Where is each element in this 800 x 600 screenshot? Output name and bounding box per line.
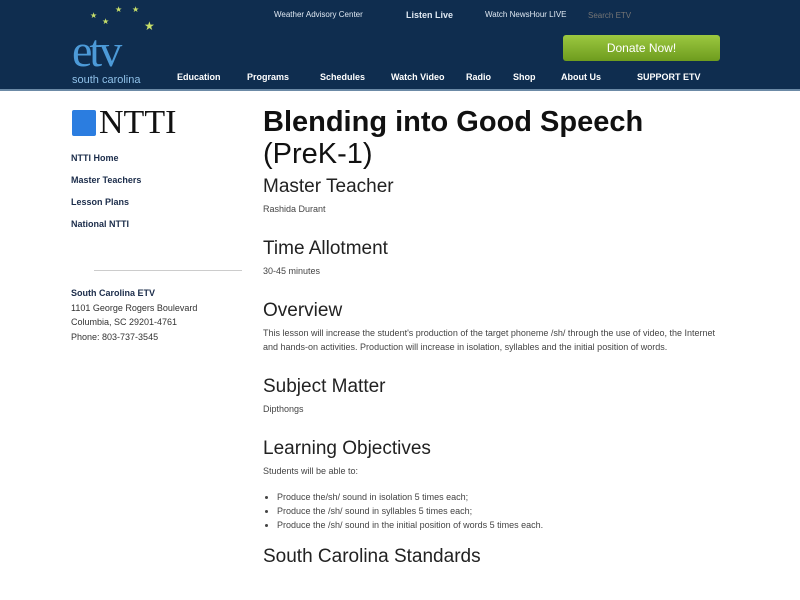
section-heading: Time Allotment (263, 238, 388, 259)
nav-about-us[interactable]: About Us (561, 72, 601, 82)
list-item: • Produce the /sh/ sound in syllables 5 times each; (277, 504, 723, 518)
donate-button[interactable]: Donate Now! (563, 35, 720, 61)
section-heading: Learning Objectives (263, 438, 431, 459)
sidebar-national-ntti[interactable]: National NTTI (71, 219, 129, 229)
address-block: South Carolina ETV 1101 George Rogers Boulevard Columbia, SC 29201-4761 Phone: 803-737-3545 (71, 288, 198, 342)
divider (94, 270, 242, 271)
list-item: • Produce the/sh/ sound in isolation 5 times each; (277, 490, 723, 504)
search-input[interactable] (588, 8, 708, 22)
sidebar-lesson-plans[interactable]: Lesson Plans (71, 197, 130, 207)
ntti-logo[interactable]: NTTI (72, 106, 176, 140)
listen-live-link[interactable]: Listen Live (406, 10, 454, 20)
nav-support-etv[interactable]: SUPPORT ETV (637, 72, 701, 82)
objectives-list (277, 490, 723, 532)
section-heading: Subject Matter (263, 376, 386, 397)
star-icon: ★ (90, 11, 98, 20)
newshour-link[interactable]: Watch NewsHour LIVE (485, 10, 567, 19)
section-heading: Overview (263, 300, 343, 321)
logo-text: etv (72, 25, 120, 76)
sidebar-master-teachers[interactable]: Master Teachers (71, 175, 142, 185)
nav-schedules[interactable]: Schedules (320, 72, 366, 82)
site-header (0, 0, 800, 91)
star-icon: ★ (102, 17, 110, 26)
logo-subtext: south carolina (72, 74, 141, 86)
nav-education[interactable]: Education (177, 72, 221, 82)
star-icon: ★ (144, 19, 155, 33)
page-title: Blending into Good Speech (PreK-1) (263, 106, 644, 170)
section-heading: South Carolina Standards (263, 546, 481, 567)
weather-link[interactable]: Weather Advisory Center (274, 10, 363, 19)
section-heading: Master Teacher (263, 176, 394, 197)
star-icon: ★ (115, 5, 123, 14)
nav-watch-video[interactable]: Watch Video (391, 72, 445, 82)
nav-programs[interactable]: Programs (247, 72, 290, 82)
ntti-logo-icon (72, 110, 96, 136)
sidebar-ntti-home[interactable]: NTTI Home (71, 153, 119, 163)
etv-logo[interactable] (70, 6, 160, 88)
nav-radio[interactable]: Radio (466, 72, 492, 82)
list-item: • Produce the /sh/ sound in the initial position of words 5 times each. (277, 518, 723, 532)
nav-shop[interactable]: Shop (513, 72, 536, 82)
star-icon: ★ (132, 5, 140, 14)
lesson-content: Blending into Good Speech (PreK-1) Master Teacher Rashida Durant Time Allotment 30-45 minutes Overview This lesson will increase the student's production of the target phoneme /sh/ through the use of video, the Internet and hands-on activities. Production will increase in isolation, syllables and the initial position of words. Subject Matter Dipthongs Learning Objectives Students will be able to: • Produce the/sh/ sound in isolation 5 times each; • Produce the /sh/ sound in syllables 5 times each; • Produce the /sh/ sound in the initial position of words 5 times each. South Carolina Standards (263, 106, 723, 568)
